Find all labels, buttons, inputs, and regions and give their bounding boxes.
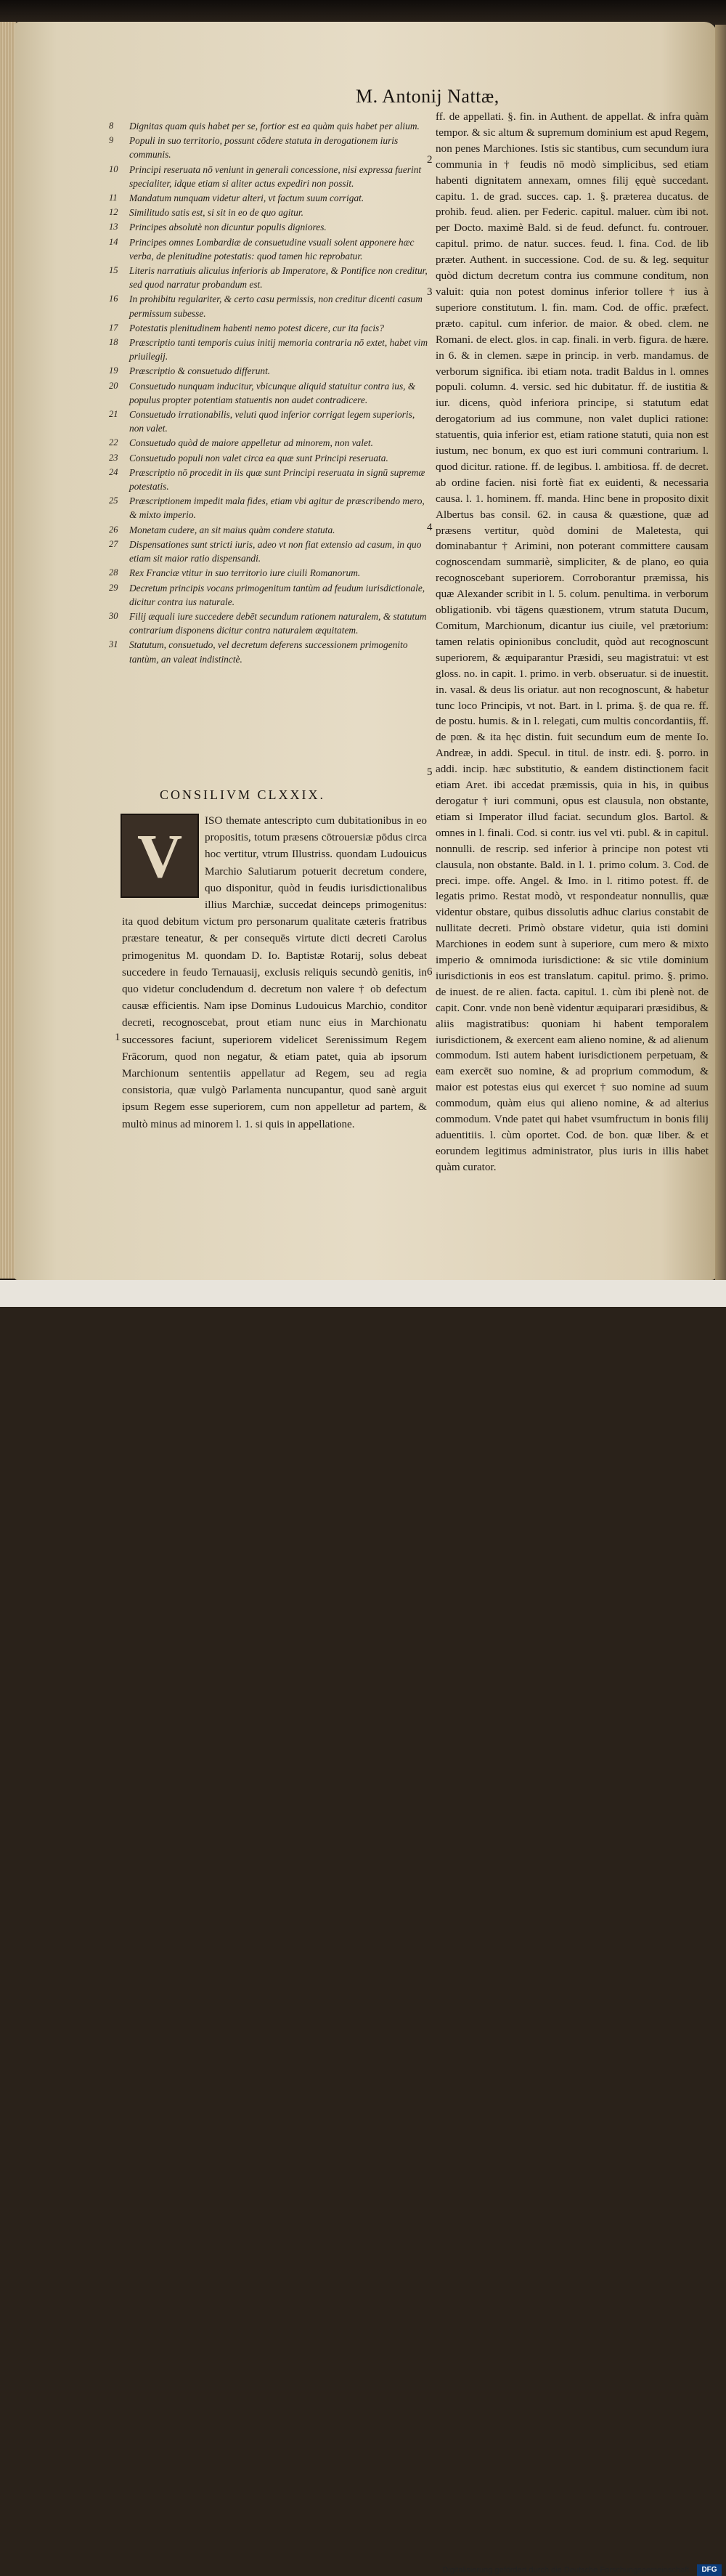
summary-item-text: Dispensationes sunt stricti iuris, adeo vt non fiat extensio ad casum, in quo etiam sit maior ratio dispensandi. xyxy=(129,538,422,564)
summary-item xyxy=(109,466,428,493)
page-right-edge xyxy=(715,25,726,1280)
summary-item-number: 13 xyxy=(109,222,118,232)
summary-item-number: 17 xyxy=(109,322,118,333)
summary-item-text: Consuetudo nunquam inducitur, vbicunque aliquid statuitur contra ius, & populus propter potentiam statuentis non audet contradicere. xyxy=(129,380,416,405)
summary-item xyxy=(109,609,428,637)
summary-item xyxy=(109,119,428,133)
summary-item xyxy=(109,451,428,465)
summary-item-text: Statutum, consuetudo, vel decretum deferens successionem primogenito tantùm, an valeat indistinctè. xyxy=(129,639,408,665)
summary-item-text: Principes omnes Lombardiæ de consuetudine vsuali solent apponere hæc verba, de plenitudine potestatis: quod tamen hic reprobatur. xyxy=(129,236,415,262)
summary-item-number: 23 xyxy=(109,452,118,463)
initial-letter: V xyxy=(136,821,183,891)
summary-item-text: Populi in suo territorio, possunt cōdere statuta in derogationem iuris communis. xyxy=(129,135,399,161)
summary-item xyxy=(109,206,428,219)
summary-item xyxy=(109,638,428,665)
summary-item xyxy=(109,436,428,450)
right-margin-number: 5 xyxy=(427,766,433,778)
summary-item-text: Filij æquali iure succedere debēt secundum rationem naturalem, & statutum contrarium disponens dicitur contra naturalem æquitatem. xyxy=(129,610,427,636)
summary-item xyxy=(109,538,428,565)
summary-item-text: Similitudo satis est, si sit in eo de quo agitur. xyxy=(129,207,303,219)
summary-item xyxy=(109,379,428,407)
left-margin-number: 1 xyxy=(115,1032,121,1043)
summary-item xyxy=(109,364,428,378)
summary-item-number: 24 xyxy=(109,466,118,477)
summary-item-number: 27 xyxy=(109,538,118,549)
summary-item-text: Consuetudo irrationabilis, veluti quod inferior corrigat legem superioris, non valet. xyxy=(129,409,415,434)
summary-item-number: 18 xyxy=(109,337,118,348)
right-margin-number: 4 xyxy=(427,522,433,533)
summary-item-text: Præscriptionem impedit mala fides, etiam vbi agitur de præscribendo mero, & mixto imperio. xyxy=(129,495,425,521)
summary-item-number: 9 xyxy=(109,135,114,146)
summary-item-text: Decretum principis vocans primogenitum tantùm ad feudum iurisdictionale, dicitur contra ius naturale. xyxy=(129,582,425,607)
summary-item-number: 29 xyxy=(109,582,118,593)
summary-item-text: Monetam cudere, an sit maius quàm condere statuta. xyxy=(129,524,335,535)
summary-item-text: In prohibitu regulariter, & certo casu permissis, non creditur dicenti casum permissum subesse. xyxy=(129,293,423,319)
summary-item xyxy=(109,408,428,435)
left-body-text: ISO themate antescripto cum dubitationibus in eo propositis, totum præsens cōtrouersiæ pōdus circa hoc vertitur, vtrum Illustriss. quondam Ludouicus Marchio Salutiarum potuerit decretum condere, quo disponitur, quòd in feudis iurisdictionalibus illius Marchiæ, succedat deinceps primogenitus: ita quod debitum victum pro personarum qualitate cæteris fratribus præstare teneatur, & per consequēs virtute dicti decreti Carolus primogenitus M. quondam D. Io. Baptistæ Rotarij, solus debeat succedere in feudo Ternauasij, exclusis reliquis secundò genitis, in quo videtur concludendum d. decretum non valere † ob defectum causæ efficientis. Nam ipse Dominus Ludouicus Marchio, conditor decreti, recognoscebat, prout etiam nunc eius in Marchionatu successores faciunt, superiorem videlicet Serenissimum Regem Frācorum, quod non negatur, & etiam patet, quia ab ipsorum Marchionum sententiis appellatur ad Regem, seu ad regia consistoria, quæ vulgò Parlamenta nuncupantur, quod sanè arguit ipsum Regem esse superiorem, cum non appelletur ad partem, & multò minus ad minorem l. 1. si quis in appellatione. xyxy=(122,814,427,1130)
summary-list xyxy=(109,119,428,667)
summary-item xyxy=(109,321,428,335)
dfg-logo: DFG xyxy=(697,2564,722,2576)
summary-item-text: Literis narratiuis alicuius inferioris ab Imperatore, & Pontifice non creditur, sed quod narratur probandum est. xyxy=(129,265,428,291)
page-stack-edge xyxy=(0,22,16,1279)
summary-item-number: 26 xyxy=(109,524,118,535)
summary-item-number: 31 xyxy=(109,639,118,650)
summary-item-text: Principi reseruata nō veniunt in generali concessione, nisi expressa fuerint specialiter, idque etiam si aliter actus expediri non possit. xyxy=(129,163,422,189)
summary-item xyxy=(109,494,428,522)
summary-item-number: 12 xyxy=(109,207,118,218)
summary-item-text: Præscriptio & consuetudo differunt. xyxy=(129,365,271,377)
right-margin-number: 3 xyxy=(427,286,433,298)
right-margin-number: 6 xyxy=(427,966,433,978)
digitization-credit: Digitalisierung gefördert durch die Deutsche Forschungsgemeinschaft · xyxy=(442,2566,694,2575)
right-column-body: ff. de appellati. §. fin. in Authent. de appellat. & infra quàm tempor. & sic altum & supremum dominium est apud Regem, non penes Marchiones. Istis sic stantibus, cum secundum iura communia in † feudis nō modò simplicibus, sed etiam habenti dignitatem annexam, omnes filij ęquè succedant. capitu. 1. de grad. succes. cap. 1. §. præterea ducatus. de prohib. feud. alien. per Federic. capitul. maluer. cùm ibi not. per Docto. maximè Bald. si de feud. defunct. fu. controuer. capitul. primo. de natur. succes. feud. l. fina. Cod. de lib præter. Authent. in successione. Cod. de su. & leg. sequitur quòd dictum decretum contra ius commune conditum, non valuit: quia non potest dominus inferior tollere † ius à superiore constitutum. l. fin. mam. Cod. de offic. præfect. præto. capitul. cum inferior. de maior. & obed. clem. ne Romani. de elect. glos. in cap. finali. in verb. figura. de hære. in 6. & in clemen. sæpe in princip. in verb. mandamus. de verborum significa. ibi etiam nota. tradit Baldus in l. omnes populi. column. 4. versic. sed hic dubitatur. ff. de iustitia & iur. dicens, quòd inferiora principe, si statutum edat derogatorium ad ius commune, non valet duplici ratione: statuentis, quia inferior est, etiam ratione statuti, quia non est iustum, nec bonum, ex quo est iuri communi contrarium. l. quod dicitur. ratione. ff. de legibus. l. ambitiosa. ff. de decret. ab ordine facien. nisi fortè fiat ex euidenti, & necessaria causa. l. 1. hominem. ff. manda. Hinc bene in proposito dixit Albertus bas consil. 62. in causa & quæstione, quæ ad præsens vertitur, quòd domini de Maletesta, qui dominabantur † Arimini, non poterant committere causam cognoscendam summariè, simpliciter, & de plano, eo quia recognoscebant superiorem. Corroborantur præmissa, his quæ Alexander scribit in l. 5. colum. penultima. in verborum obligationib. vbi tāgens quæstionem, vtrum statuta Ducum, Comitum, Marchionum, dicantur ius ciuile, vel prætorium: tamen relatis opinionibus concludit, quòd aut recognoscunt superiorem, & æquiparantur Præsidi, seu magistratui: vt est gloss. no. in capit. 1. primo. in verb. obseruatur. si de inuestit. in. vasal. & deus lis oriatur. aut non recognoscunt, & habetur tunc loco Principis, vt not. Bart. in l. prima. §. de qua re. ff. de postu. humis. & in l. relegati, cum multis concordantiis, ff. de pœn. & ita hęc distin. fuit secundum eum de mente Io. Andreæ, in addi. Specul. in titul. de instr. edi. §. porro. in addi. incip. hæc substitutio, & eandem distinctionem facit etiam Aret. ibi accedat præmissis, quia in his, in quibus derogatur † iuri communi, opus est clausula, non obstante, etiam si Imperator illud faciat. secundum glos. Bartol. & omnes in l. finali. Cod. si contr. ius vel vti. publ. & in capitul. nonnulli. de rescrip. sed inferior à principe non potest vti clausula, non obstante. Bald. in l. 1. primo colum. 3. Cod. de preci. impe. offe. Angel. & Imo. in l. ritimo potest. ff. de legatis primo. Restat modò, vt respondeatur nonnullis, quæ videntur obstare, quibus dissolutis adhuc clarius constabit de nullitate decreti. Primò obstare videtur, quia isti domini Marchiones in eodem sunt à superiore, cum mero & mixto imperio & omnimoda iurisdictione: & sic vtile dominium iurisdictionis in eos est translatum. capitul. primo. §. primo. de inuest. de re alien. facta. capitul. 1. cùm ibi plenè not. de capit. Conr. vnde non benè videntur æquiparari præsidibus, & aliis magistratibus: quoniam hi habent temporalem iurisdictionem, & exercent eam alieno nomine, & ad alienum commodum. Isti autem habent iurisdictionem perpetuam, & eam exercēt suo nomine, & ad proprium commodum, & maior est potestas eius qui exercet † suo nomine ad suum commodum, quàm eius qui alieno nomine, & ad alterius commodum. Vnde patet qui habet vsumfructum in bonis filij aduentitiis. l. cùm oportet. Cod. de bon. quæ liber. & et eorundem legitimus administrator, plus iuris in illis habet quàm curator. xyxy=(436,110,709,1173)
running-head: M. Antonij Nattæ, xyxy=(356,86,499,107)
summary-item-number: 30 xyxy=(109,610,118,621)
footer-strip xyxy=(0,1280,726,2575)
summary-item-text: Consuetudo quòd de maiore appelletur ad minorem, non valet. xyxy=(129,437,373,449)
summary-item xyxy=(109,581,428,609)
summary-item-number: 22 xyxy=(109,437,118,448)
summary-item-number: 11 xyxy=(109,193,118,203)
summary-item xyxy=(109,523,428,537)
consilium-title: CONSILIVM CLXXIX. xyxy=(160,787,325,802)
summary-item-text: Dignitas quam quis habet per se, fortior est ea quàm quis habet per alium. xyxy=(129,121,420,131)
summary-item-number: 28 xyxy=(109,567,118,578)
summary-item-text: Mandatum nunquam videtur alteri, vt factum suum corrigat. xyxy=(129,193,364,204)
decorated-initial xyxy=(121,814,199,898)
summary-item-number: 10 xyxy=(109,163,118,174)
scan-top-edge xyxy=(0,0,726,25)
summary-item-text: Potestatis plenitudinem habenti nemo potest dicere, cur ita facis? xyxy=(129,322,384,333)
summary-item-text: Consuetudo populi non valet circa ea quæ sunt Principi reseruata. xyxy=(129,452,388,463)
summary-item-text: Præscriptio nō procedit in iis quæ sunt Principi reseruata in signū supremæ potestatis. xyxy=(129,466,425,493)
summary-item xyxy=(109,163,428,190)
summary-item-number: 8 xyxy=(109,121,114,131)
summary-item-text: Principes absolutè non dicuntur populis digniores. xyxy=(129,222,327,233)
summary-item-number: 20 xyxy=(109,380,118,391)
summary-item xyxy=(109,191,428,205)
right-margin-number: 2 xyxy=(427,154,433,166)
summary-item-text: Rex Franciæ vtitur in suo territorio iure ciuili Romanorum. xyxy=(129,567,361,579)
summary-item xyxy=(109,292,428,320)
summary-item-number: 25 xyxy=(109,495,118,506)
summary-item xyxy=(109,336,428,363)
summary-item xyxy=(109,264,428,291)
summary-item-number: 15 xyxy=(109,265,118,276)
summary-item-text: Præscriptio tanti temporis cuius initij memoria contraria nō extet, habet vim priuilegij. xyxy=(129,337,428,362)
summary-item xyxy=(109,220,428,234)
summary-item xyxy=(109,134,428,161)
summary-item-number: 19 xyxy=(109,365,118,376)
summary-item-number: 14 xyxy=(109,236,118,247)
summary-item-number: 21 xyxy=(109,409,118,420)
left-column-body xyxy=(122,812,427,1133)
summary-item-number: 16 xyxy=(109,293,118,304)
summary-item xyxy=(109,235,428,263)
summary-item xyxy=(109,566,428,580)
